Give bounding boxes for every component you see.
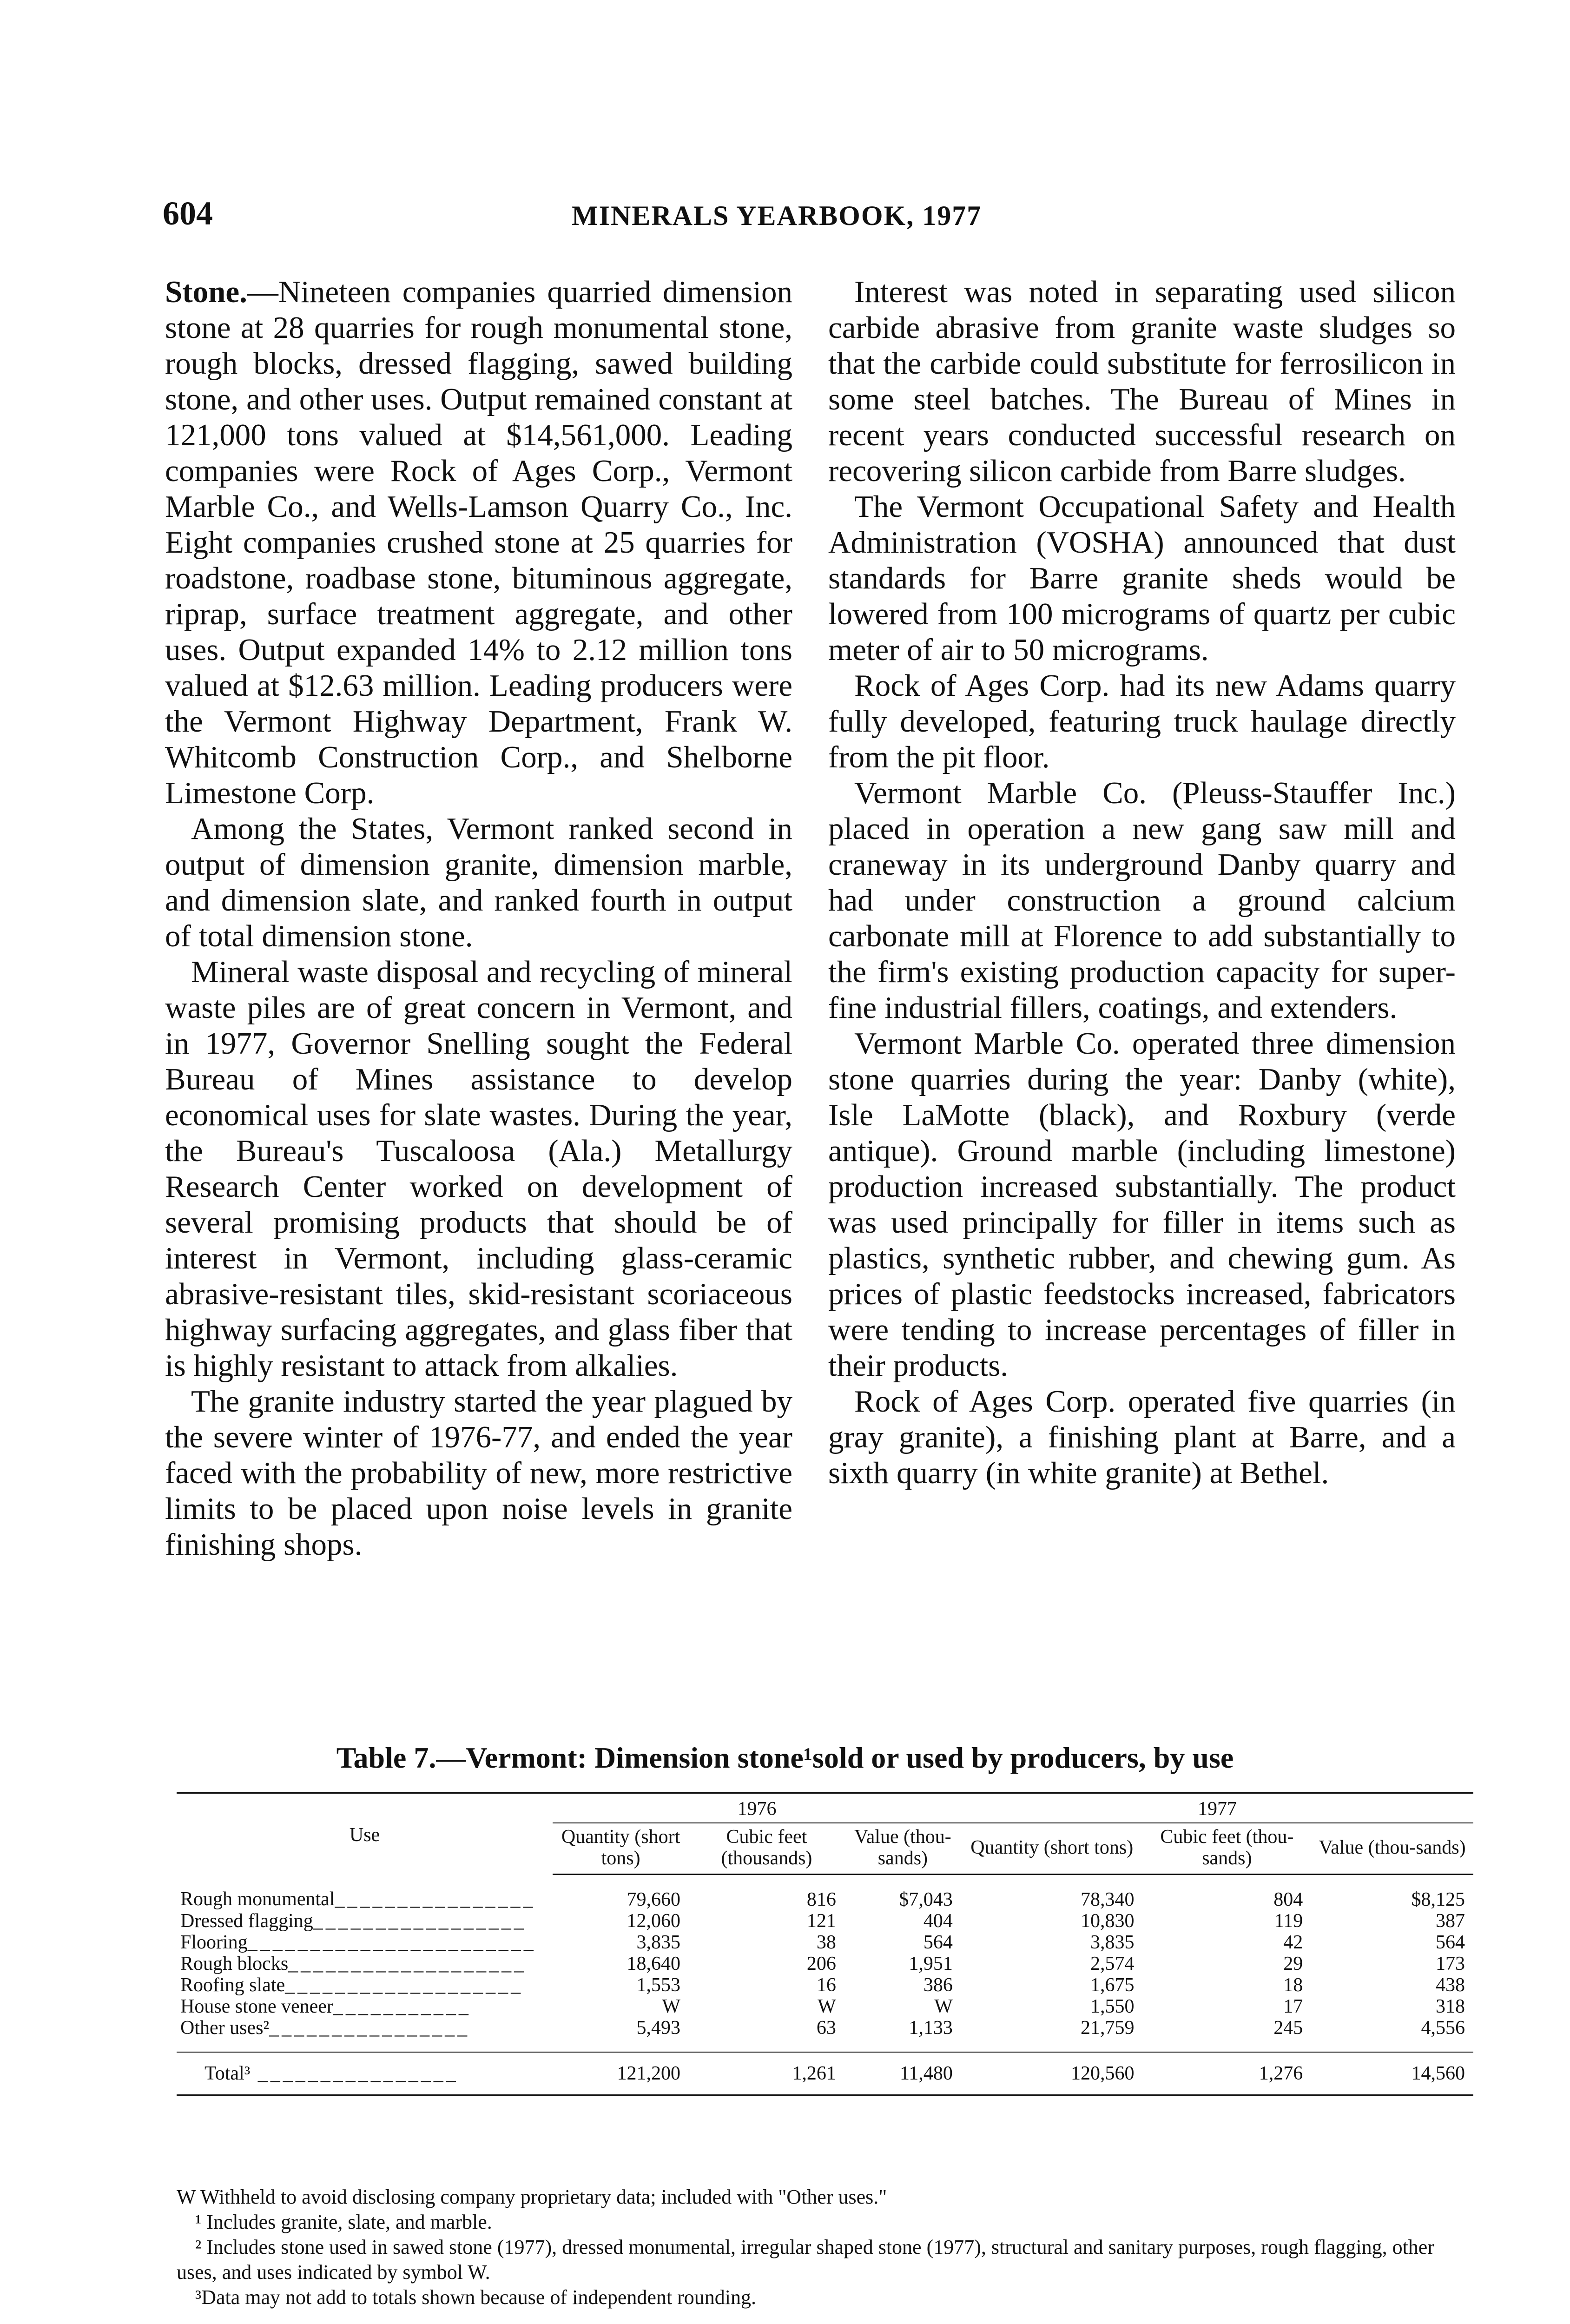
cell: 21,759 bbox=[1081, 2017, 1135, 2039]
paragraph-ranking: Among the States, Vermont ranked second in output of dimension granite, dimension marble, and dimension slate, and ranked fourth in output of total dimension stone. bbox=[165, 812, 792, 953]
cell: 438 bbox=[1436, 1974, 1465, 1996]
cell: 17 bbox=[1283, 1996, 1303, 2017]
cell: 121 bbox=[806, 1910, 836, 1932]
cell: 78,340 bbox=[1081, 1889, 1135, 1910]
cell: 387 bbox=[1436, 1910, 1465, 1932]
cell: 816 bbox=[806, 1889, 836, 1910]
row-label: Roofing slate bbox=[180, 1974, 285, 1996]
run-in-heading: Stone. bbox=[165, 275, 247, 309]
cell: 119 bbox=[1274, 1910, 1303, 1932]
paragraph-text: —Nineteen companies quarried dimension stone at 28 quarries for rough monumental stone, rough blocks, dressed flagging, sawed building stone, and other uses. Output remained constant at 121,000 tons valued at $14,561,000. Leading companies were Rock of Ages Corp., Vermont Marble Co., and Wells-Lamson Quarry Co., Inc. Eight companies crushed stone at 25 quarries for roadstone, roadbase stone, bituminous aggregate, riprap, surface treatment aggregate, and other uses. Output expanded 14% to 2.12 million tons valued at $12.63 million. Leading producers were the Vermont Highway Department, Frank W. Whitcomb Construction Corp., and Shelborne Limestone Corp. bbox=[165, 275, 792, 810]
header-use: Use bbox=[177, 1793, 553, 1875]
paragraph-stone bbox=[165, 274, 792, 811]
cell: 2,574 bbox=[1090, 1953, 1135, 1974]
right-column bbox=[828, 274, 1456, 1491]
cell: 173 bbox=[1436, 1953, 1465, 1974]
cell: 1,133 bbox=[909, 2017, 953, 2039]
table-row: Roofing slate___________________ 1,553 16 386 1,675 18 438 bbox=[177, 1974, 1473, 1996]
table-row: Other uses²________________ 5,493 63 1,133 21,759 245 4,556 bbox=[177, 2017, 1473, 2052]
table-row: Rough blocks___________________ 18,640 206 1,951 2,574 29 173 bbox=[177, 1953, 1473, 1974]
header-year-1977: 1977 bbox=[961, 1793, 1473, 1823]
cell: 564 bbox=[923, 1932, 953, 1953]
cell: 16 bbox=[816, 1974, 836, 1996]
cell: 1,261 bbox=[689, 2052, 844, 2095]
row-label: Rough blocks bbox=[180, 1953, 289, 1974]
footnote-w: W Withheld to avoid disclosing company proprietary data; included with "Other uses." bbox=[177, 2185, 887, 2208]
cell: 42 bbox=[1283, 1932, 1303, 1953]
cell: 18,640 bbox=[627, 1953, 681, 1974]
cell: 121,200 bbox=[553, 2052, 689, 2095]
header-quantity-1976: Quantity (short tons) bbox=[553, 1823, 689, 1875]
header-year-1976: 1976 bbox=[553, 1793, 961, 1823]
paragraph-vosha: The Vermont Occupational Safety and Health Administration (VOSHA) announced that dust standards for Barre granite sheds would be lowered from 100 micrograms of quartz per cubic meter of air to 50 micrograms. bbox=[828, 489, 1456, 667]
cell: 1,553 bbox=[636, 1974, 681, 1996]
cell: $8,125 bbox=[1411, 1889, 1465, 1910]
cell: 386 bbox=[923, 1974, 953, 1996]
footnote-3: ³Data may not add to totals shown because of independent rounding. bbox=[195, 2286, 757, 2309]
cell: 29 bbox=[1283, 1953, 1303, 1974]
cell: W bbox=[818, 1996, 836, 2017]
table-row: Rough monumental________________ 79,660 816 $7,043 78,340 804 $8,125 bbox=[177, 1875, 1473, 1911]
row-label: Other uses² bbox=[180, 2017, 270, 2039]
cell: 206 bbox=[806, 1953, 836, 1974]
table-row: Flooring_______________________ 3,835 38 564 3,835 42 564 bbox=[177, 1932, 1473, 1953]
paragraph-rock-of-ages: Rock of Ages Corp. operated five quarries (in gray granite), a finishing plant at Barre, and a sixth quarry (in white granite) at Bethel. bbox=[828, 1384, 1456, 1490]
paragraph-adams-quarry: Rock of Ages Corp. had its new Adams quarry fully developed, featuring truck haulage directly from the pit floor. bbox=[828, 668, 1456, 774]
cell: 38 bbox=[816, 1932, 836, 1953]
cell: 318 bbox=[1436, 1996, 1465, 2017]
cell: W bbox=[662, 1996, 681, 2017]
cell: 245 bbox=[1273, 2017, 1303, 2039]
cell: 1,951 bbox=[909, 1953, 953, 1974]
page-number: 604 bbox=[163, 195, 213, 232]
row-label: Rough monumental bbox=[180, 1888, 335, 1910]
cell: 14,560 bbox=[1311, 2052, 1473, 2095]
cell: 404 bbox=[923, 1910, 953, 1932]
row-label: Total³ bbox=[204, 2063, 251, 2084]
paragraph-vermont-marble-quarries: Vermont Marble Co. operated three dimension stone quarries during the year: Danby (white), Isle LaMotte (black), and Roxbury (verde antique). Ground marble (including limestone) production increased substantially. The product was used principally for filler in items such as plastics, synthetic rubber, and chewing gum. As prices of plastic feedstocks increased, fabricators were tending to increase percentages of filler in their products. bbox=[828, 1026, 1456, 1383]
cell: 4,556 bbox=[1421, 2017, 1465, 2039]
cell: 3,835 bbox=[636, 1932, 681, 1953]
cell: 12,060 bbox=[627, 1910, 681, 1932]
row-label: Flooring bbox=[180, 1932, 248, 1953]
header-cubic-feet-1977: Cubic feet (thou-sands) bbox=[1143, 1823, 1312, 1875]
left-column bbox=[165, 274, 792, 1563]
cell: 18 bbox=[1283, 1974, 1303, 1996]
cell: 5,493 bbox=[636, 2017, 681, 2039]
paragraph-granite-industry: The granite industry started the year plagued by the severe winter of 1976-77, and ended the year faced with the probability of new, more restrictive limits to be placed upon noise levels in granite finishing shops. bbox=[165, 1384, 792, 1562]
cell: 63 bbox=[816, 2017, 836, 2039]
table-row: Dressed flagging_________________ 12,060 121 404 10,830 119 387 bbox=[177, 1910, 1473, 1932]
cell: 3,835 bbox=[1090, 1932, 1135, 1953]
cell: 11,480 bbox=[844, 2052, 961, 2095]
cell: 120,560 bbox=[961, 2052, 1143, 2095]
header-value-1977: Value (thou-sands) bbox=[1311, 1823, 1473, 1875]
cell: 1,276 bbox=[1143, 2052, 1312, 2095]
cell: 1,550 bbox=[1090, 1996, 1135, 2017]
table-row: House stone veneer___________ W W W 1,550 17 318 bbox=[177, 1996, 1473, 2017]
cell: W bbox=[934, 1996, 953, 2017]
cell: 79,660 bbox=[627, 1889, 681, 1910]
header-quantity-1977: Quantity (short tons) bbox=[961, 1823, 1143, 1875]
dimension-stone-table bbox=[177, 1792, 1473, 2096]
cell: 804 bbox=[1273, 1889, 1303, 1910]
paragraph-silicon-carbide: Interest was noted in separating used silicon carbide abrasive from granite waste sludges so that the carbide could substitute for ferrosilicon in some steel batches. The Bureau of Mines in recent years conducted successful research on recovering silicon carbide from Barre sludges. bbox=[828, 275, 1456, 488]
table-title: Table 7.—Vermont: Dimension stone¹sold or used by producers, by use bbox=[336, 1741, 1234, 1774]
footnote-2: ² Includes stone used in sawed stone (1977), dressed monumental, irregular shaped stone (1977), structural and sanitary purposes, rough flagging, other uses, and uses indicated by symbol W. bbox=[177, 2236, 1434, 2284]
paragraph-mineral-waste: Mineral waste disposal and recycling of mineral waste piles are of great concern in Vermont, and in 1977, Governor Snelling sought the Federal Bureau of Mines assistance to develop economical uses for slate wastes. During the year, the Bureau's Tuscaloosa (Ala.) Metallurgy Research Center worked on development of several promising products that should be of interest in Vermont, including glass-ceramic abrasive-resistant tiles, skid-resistant scoriaceous highway surfacing aggregates, and glass fiber that is highly resistant to attack from alkalies. bbox=[165, 955, 792, 1383]
cell: $7,043 bbox=[899, 1889, 953, 1910]
header-value-1976: Value (thou-sands) bbox=[844, 1823, 961, 1875]
cell: 564 bbox=[1436, 1932, 1465, 1953]
table-footnotes bbox=[177, 2185, 1478, 2310]
row-label: Dressed flagging bbox=[180, 1910, 313, 1932]
paragraph-vermont-marble-mill: Vermont Marble Co. (Pleuss-Stauffer Inc.) placed in operation a new gang saw mill and craneway in its underground Danby quarry and had under construction a ground calcium carbonate mill at Florence to add substantially to the firm's existing production capacity for super-fine industrial fillers, coatings, and extenders. bbox=[828, 776, 1456, 1025]
table-total-row: Total³ ________________ 121,200 1,261 11,480 120,560 1,276 14,560 bbox=[177, 2052, 1473, 2095]
running-head: MINERALS YEARBOOK, 1977 bbox=[572, 200, 982, 231]
header-cubic-feet-1976: Cubic feet (thousands) bbox=[689, 1823, 844, 1875]
footnote-1: ¹ Includes granite, slate, and marble. bbox=[195, 2211, 492, 2233]
cell: 10,830 bbox=[1081, 1910, 1135, 1932]
row-label: House stone veneer bbox=[180, 1996, 333, 2017]
cell: 1,675 bbox=[1090, 1974, 1135, 1996]
